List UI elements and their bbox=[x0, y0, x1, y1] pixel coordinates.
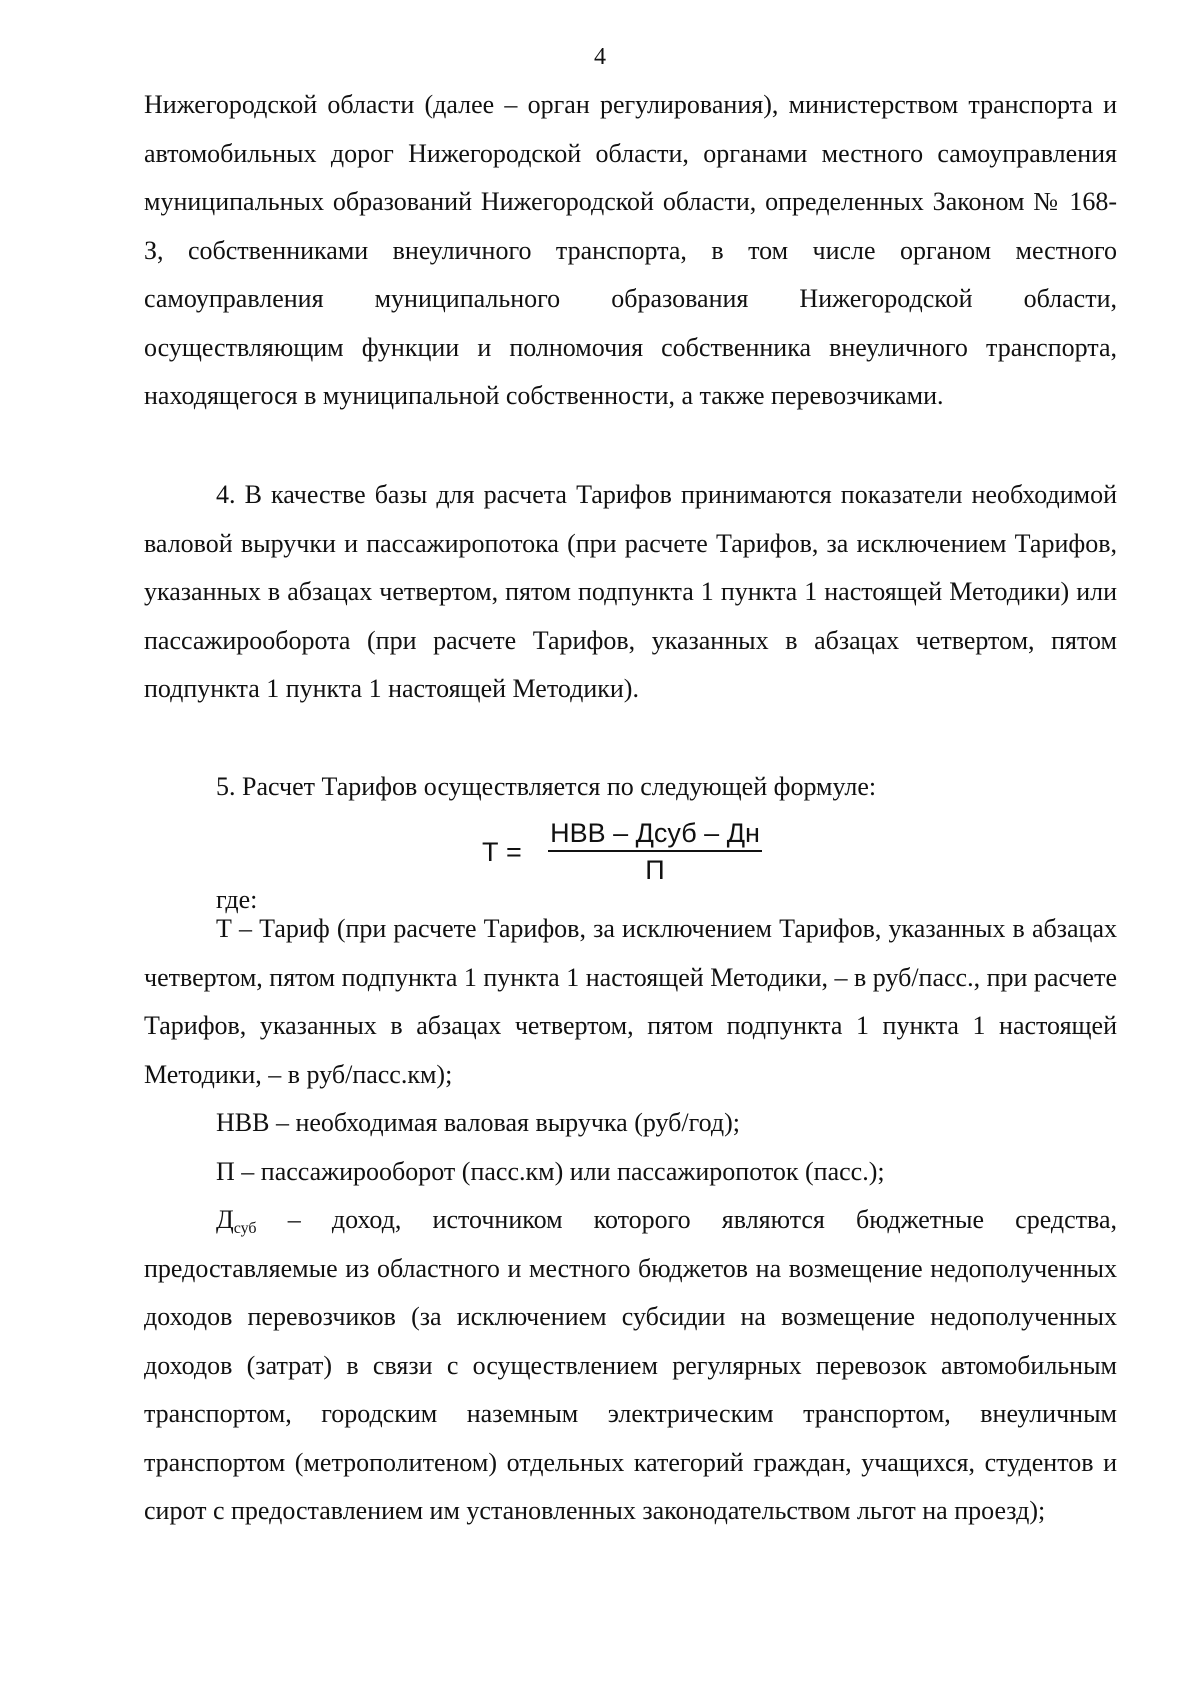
formula-denominator: П bbox=[645, 855, 665, 885]
dsub-description: – доход, источником которого являются бюджетные средства, предоставляемые из областного и местного бюджетов на возмещение недополученных доходов перевозчиков (за исключением субсидии на возмещение недополученных доходов (затрат) в связи с осуществлением регулярных перевозок автомобильным транспортом, городским наземным электрическим транспортом, внеуличным транспортом (метрополитеном) отдельных категорий граждан, учащихся, студентов и сирот с предоставлением им установленных законодательством льгот на проезд); bbox=[144, 1205, 1117, 1525]
paragraph-item-4 bbox=[144, 471, 1117, 714]
paragraph-text: 4. В качестве базы для расчета Тарифов принимаются показатели необходимой валовой выручки и пассажиропотока (при расчете Тарифов, за исключением Тарифов, указанных в абзацах четвертом, пятом подпункта 1 пункта 1 настоящей Методики) или пассажирооборота (при расчете Тарифов, указанных в абзацах четвертом, пятом подпункта 1 пункта 1 настоящей Методики). bbox=[144, 480, 1117, 703]
formula-fraction bbox=[548, 817, 762, 885]
definition-nvv: НВВ – необходимая валовая выручка (руб/год); bbox=[216, 1108, 740, 1137]
formula-numerator: НВВ – Дсуб – Дн bbox=[550, 818, 760, 848]
fraction-bar bbox=[548, 850, 762, 852]
dsub-symbol: Д bbox=[216, 1205, 234, 1234]
definition-tariff: Т – Тариф (при расчете Тарифов, за исключением Тарифов, указанных в абзацах четвертом, пятом подпункта 1 пункта 1 настоящей Методики, – в руб/пасс., при расчете Тарифов, указанных в абзацах четвертом, пятом подпункта 1 пункта 1 настоящей Методики, – в руб/пасс.км); bbox=[144, 914, 1117, 1089]
paragraph-item-5 bbox=[144, 763, 1117, 812]
definition-p: П – пассажирооборот (пасс.км) или пассажиропоток (пасс.); bbox=[216, 1156, 885, 1186]
where-label: где: bbox=[216, 885, 258, 914]
page-number: 4 bbox=[594, 44, 606, 70]
paragraph-continuation bbox=[144, 81, 1117, 421]
definitions-list bbox=[144, 905, 1117, 1536]
definition-dsub bbox=[144, 1196, 1117, 1536]
paragraph-text: 5. Расчет Тарифов осуществляется по следующей формуле: bbox=[216, 772, 877, 801]
dsub-subscript: суб bbox=[233, 1220, 257, 1237]
formula-lhs: Т = bbox=[482, 837, 522, 867]
paragraph-text: Нижегородской области (далее – орган регулирования), министерством транспорта и автомобильных дорог Нижегородской области, органами местного самоуправления муниципальных образований Нижегородской области, определенных Законом № 168-З, собственниками внеуличного транспорта, в том числе органом местного самоуправления муниципального образования Нижегородской области, осуществляющим функции и полномочия собственника внеуличного транспорта, находящегося в муниципальной собственности, а также перевозчиками. bbox=[144, 90, 1117, 410]
